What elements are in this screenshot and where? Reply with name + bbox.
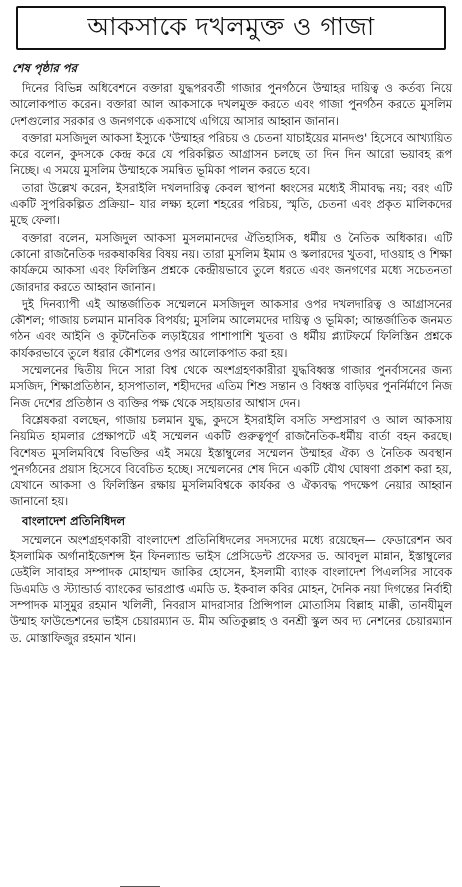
paragraph: দুই দিনব্যাপী এই আন্তর্জাতিক সম্মেলনে মসজিদুল আকসার ওপর দখলদারিত্ব ও আগ্রাসনের কৌশল; গাজায় চলমান মানবিক বিপর্যয়; মুসলিম আলেমদের দায়িত্ব ও ভূমিকা; আন্তর্জাতিক জনমত গঠন এবং আইনি ও কূটনৈতিক লড়াইয়ের পাশাপাশি খুতবা ও ধর্মীয় প্ল্যাটফর্মে ফিলিস্তিন প্রশ্নকে কার্যকরভাবে তুলে ধরার কৌশলের ওপর আলোকপাত করা হয়। [10, 297, 452, 360]
headline-box [16, 6, 446, 50]
paragraph: দিনের বিভিন্ন অধিবেশনে বক্তারা যুদ্ধপরবর্তী গাজার পুনর্গঠনে উম্মাহর দায়িত্ব ও কর্তব্য নিয়ে আলোকপাত করেন। বক্তারা আল আকসাকে দখলমুক্ত করতে এবং গাজা পুনর্গঠন করতে মুসলিম দেশগুলোর সরকার ও জনগণকে একসাথে এগিয়ে আসার আহ্বান জানান। [10, 82, 452, 128]
paragraph: বক্তারা মসজিদুল আকসা ইস্যুকে 'উম্মাহর পরিচয় ও চেতনা যাচাইয়ের মানদণ্ড' হিসেবে আখ্যায়িত করে বলেন, কুদসকে কেন্দ্র করে যে পরিকল্পিত আগ্রাসন চলছে তা দিন দিন আরো ভয়াবহ রূপ নিচ্ছে। এ সময়ে মুসলিম উম্মাহকে সমন্বিত ভূমিকা পালন করতে হবে। [10, 131, 452, 178]
section-subhead: বাংলাদেশ প্রতিনিধিদল [22, 513, 126, 528]
paragraph-delegation: সম্মেলনে অংশগ্রহণকারী বাংলাদেশ প্রতিনিধিদলের সদস্যদের মধ্যে রয়েছেন— ফেডারেশন অব ইসলামিক অর্গানাইজেশন্স ইন ফিনল্যান্ড ভাইস প্রেসিডেন্ট প্রফেসর ড. আবদুল মান্নান, ইস্তাম্বুলের ডেইলি সাবাহর সম্পাদক মোহাম্মদ জাকির হোসেন, ইসলামী ব্যাংক বাংলাদেশ পিএলসির সাবেক ডিএমডি ও স্ট্যান্ডার্ড ব্যাংকের ভারপ্রাপ্ত এমডি ড. ইকবাল কবির মোহন, দৈনিক নয়া দিগন্তের নির্বাহী সম্পাদক মাসুমুর রহমান খলিলী, নিবরাস মাদরাসার প্রিন্সিপাল মোতাসিম বিল্লাহ মাক্কী, তানযীমুল উম্মাহ ফাউন্ডেশনের ভাইস চেয়ারম্যান ড. মীম অতিকুল্লাহ ও বনশ্রী স্কুল অব দ্য নেশনের চেয়ারম্যান ড. মোস্তাফিজুর রহমান খান। [10, 533, 452, 645]
continued-from-label: শেষ পৃষ্ঠার পর [12, 61, 77, 75]
headline: আকসাকে দখলমুক্ত ও গাজা [87, 11, 375, 41]
paragraph: বক্তারা বলেন, মসজিদুল আকসা মুসলমানদের ঐতিহাসিক, ধর্মীয় ও নৈতিক অধিকার। এটি কোনো রাজনৈতিক দরকষাকষির বিষয় নয়। তারা মুসলিম ইমাম ও স্কলারদের খুতবা, দাওয়াহ ও শিক্ষা কার্যক্রমে আকসা এবং ফিলিস্তিন প্রশ্নকে কেন্দ্রীয়ভাবে তুলে ধরতে এবং জনগণের মধ্যে সচেতনতা জোরদার করতে আহ্বান জানান। [10, 231, 453, 294]
paragraph: তারা উল্লেখ করেন, ইসরাইলি দখলদারিত্ব কেবল স্থাপনা ধ্বংসের মধ্যেই সীমাবদ্ধ নয়; বরং এটি একটি সুপরিকল্পিত প্রক্রিয়া– যার লক্ষ্য হলো শহরের পরিচয়, স্মৃতি, চেতনা এবং প্রকৃত মালিকদের মুছে ফেলা। [10, 181, 452, 228]
paragraph: বিশ্লেষকরা বলছেন, গাজায় চলমান যুদ্ধ, কুদসে ইসরাইলি বসতি সম্প্রসারণ ও আল আকসায় নিয়মিত হামলার প্রেক্ষাপটে এই সম্মেলন একটি গুরুত্বপূর্ণ রাজনৈতিক-ধর্মীয় বার্তা বহন করছে। বিশেষত মুসলিমবিশ্বে বিভক্তির এই সময়ে ইস্তাম্বুলের সম্মেলন উম্মাহর ঐক্য ও নৈতিক অবস্থান পুনর্গঠনের প্রয়াস হিসেবে বিবেচিত হচ্ছে। সম্মেলনের শেষ দিনে একটি যৌথ ঘোষণা প্রকাশ করা হয়, যেখানে আকসা ও ফিলিস্তিন রক্ষায় মুসলিমবিশ্বকে কার্যকর ও ঐক্যবদ্ধ পদক্ষেপ নেয়ার আহ্বান জানানো হয়। [10, 413, 452, 509]
paragraph: সম্মেলনের দ্বিতীয় দিনে সারা বিশ্ব থেকে অংশগ্রহণকারীরা যুদ্ধবিধ্বস্ত গাজার পুনর্বাসনের জন্য মসজিদ, শিক্ষাপ্রতিষ্ঠান, হাসপাতাল, শহীদদের এতিম শিশু সন্তান ও বিধ্বস্ত বাড়িঘর পুনর্নির্মাণে নিজ নিজ দেশের প্রতিষ্ঠান ও ব্যক্তির পক্ষ থেকে সহায়তার আশ্বাস দেন। [10, 364, 452, 410]
